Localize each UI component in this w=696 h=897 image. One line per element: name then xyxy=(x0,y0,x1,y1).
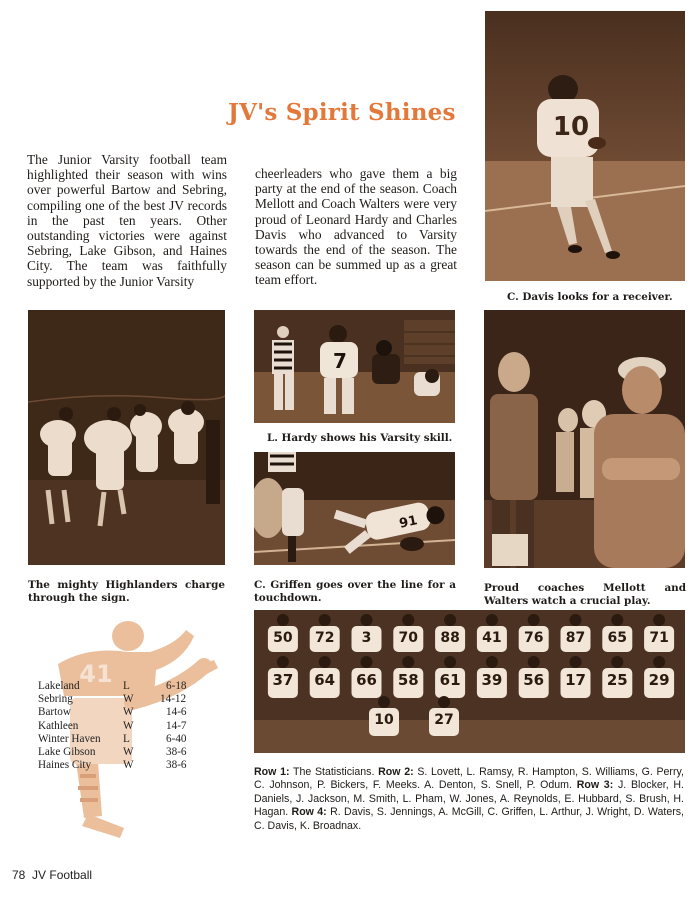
photo-team xyxy=(254,610,685,753)
score-row xyxy=(38,746,198,759)
player-head xyxy=(319,656,331,668)
player-jersey-number: 56 xyxy=(523,671,545,689)
roster-row1-label: Row 1: xyxy=(254,766,290,778)
score-value: 38-6 xyxy=(166,745,187,758)
player-head xyxy=(570,656,582,668)
player-head xyxy=(653,614,665,626)
caption-hardy: L. Hardy shows his Varsity skill. xyxy=(267,432,453,444)
photo-coaches xyxy=(484,310,685,568)
player-head xyxy=(486,614,498,626)
player-jersey-number: 66 xyxy=(356,671,377,689)
player-jersey-number: 65 xyxy=(607,630,628,646)
body-column-1: The Junior Varsity football team highlighted their season with wins over powerful Bartow and Sebring, compiling one of the best JV records in the past ten years. Other outstanding victories were against Sebring, Lake Gibson, and Haines City. The team was faithfully supported by the Junior Varsity xyxy=(27,152,227,289)
roster-row3-label: Row 3: xyxy=(576,779,614,792)
player-head xyxy=(319,614,331,626)
score-team: Haines City xyxy=(38,759,92,772)
player-jersey-number: 25 xyxy=(606,671,628,689)
player-jersey-number: 76 xyxy=(523,630,544,646)
body-column-2: cheerleaders who gave them a big party at the end of the season. Coach Mellott and Coach Walters were very proud of Leonard Hardy and Charles Davis who advanced to Varsity towards the end of the season. The season can be summed up as a great team effort. xyxy=(255,166,457,288)
player-head xyxy=(528,614,540,626)
score-row xyxy=(38,693,198,706)
player-head xyxy=(361,614,373,626)
roster-caption xyxy=(254,766,684,833)
score-result: W xyxy=(123,745,134,758)
roster-row2-label: Row 2: xyxy=(378,766,414,778)
player-head xyxy=(402,656,414,668)
player-head xyxy=(444,614,456,626)
player-head xyxy=(444,656,456,668)
score-team: Bartow xyxy=(38,706,71,719)
griffen-jersey-number: 91 xyxy=(398,513,419,532)
hardy-jersey-number: 7 xyxy=(333,349,347,373)
score-row xyxy=(38,680,198,693)
photo-highlanders-charge xyxy=(28,310,225,565)
roster-row2: S. Lovett, L. Ramsy, R. Hampton, S. Williams, G. Perry, C. Johnson, P. Bickers, F. Meeks. A. Denton, S. Snell, P. Odum. xyxy=(254,766,684,792)
player-jersey-number: 70 xyxy=(398,630,419,646)
photo-hardy-varsity xyxy=(254,310,455,423)
player-head xyxy=(438,696,450,708)
player-jersey-number: 72 xyxy=(314,630,335,646)
player-jersey-number: 17 xyxy=(565,671,586,689)
player-jersey-number: 10 xyxy=(374,712,394,728)
player-jersey-number: 37 xyxy=(272,671,294,689)
score-result: L xyxy=(123,680,130,692)
score-row xyxy=(38,759,198,772)
caption-davis-receiver: C. Davis looks for a receiver. xyxy=(507,291,673,303)
score-team: Lakeland xyxy=(38,680,80,692)
page-folio xyxy=(12,868,92,882)
score-row xyxy=(38,720,198,733)
score-result: W xyxy=(123,719,134,732)
player-jersey-number: 58 xyxy=(397,671,419,689)
caption-highlanders: The mighty Highlanders charge through the sign. xyxy=(28,579,225,604)
roster-row3: J. Blocker, H. Daniels, J. Jackson, M. Smith, L. Pham, W. Jones, A. Reynolds, E. Hubbard, S. Brush, H. Hagan. xyxy=(254,779,684,819)
player-head xyxy=(570,614,582,626)
player-head xyxy=(361,656,373,668)
player-jersey-number: 64 xyxy=(314,671,336,689)
score-team: Winter Haven xyxy=(38,732,101,745)
player-jersey-number: 39 xyxy=(481,671,503,689)
roster-row4-label: Row 4: xyxy=(291,806,327,819)
davis-jersey-number: 10 xyxy=(552,112,590,142)
player-head xyxy=(528,656,540,668)
score-value: 38-6 xyxy=(166,759,187,772)
player-head xyxy=(653,656,665,668)
photo-davis-receiver xyxy=(485,11,685,281)
season-scores-table xyxy=(38,680,198,772)
score-row xyxy=(38,706,198,719)
photo-griffen-touchdown xyxy=(254,452,455,565)
player-head xyxy=(611,614,623,626)
score-result: W xyxy=(123,759,134,772)
player-jersey-number: 41 xyxy=(482,630,502,646)
score-team: Lake Gibson xyxy=(38,745,96,758)
score-result: W xyxy=(123,693,134,706)
score-value: 14-7 xyxy=(166,719,187,732)
player-jersey-number: 3 xyxy=(361,630,372,646)
player-head xyxy=(402,614,414,626)
caption-coaches: Proud coaches Mellott and Walters watch a crucial play. xyxy=(484,582,686,607)
player-head xyxy=(486,656,498,668)
player-jersey-number: 61 xyxy=(439,671,461,689)
player-jersey-number: 71 xyxy=(649,630,669,646)
player-head xyxy=(378,696,390,708)
score-team: Sebring xyxy=(38,693,73,706)
roster-row4: R. Davis, S. Jennings, A. McGill, C. Griffen, L. Arthur, J. Wright, D. Waters, C. Davis, K. Broadnax. xyxy=(254,806,684,832)
score-value: 14-12 xyxy=(160,693,187,706)
player-head xyxy=(277,656,289,668)
score-value: 6-40 xyxy=(166,732,187,745)
section-name: JV Football xyxy=(32,868,93,882)
player-jersey-number: 87 xyxy=(565,630,586,646)
player-head xyxy=(611,656,623,668)
player-jersey-number: 50 xyxy=(273,630,293,646)
player-jersey-number: 88 xyxy=(440,630,460,646)
caption-griffen: C. Griffen goes over the line for a touchdown. xyxy=(254,579,456,604)
player-jersey-number: 27 xyxy=(434,712,454,728)
kicker-jersey-number: 41 xyxy=(79,660,113,688)
score-result: W xyxy=(123,706,134,719)
score-row xyxy=(38,733,198,746)
score-team: Kathleen xyxy=(38,719,79,732)
page-headline: JV's Spirit Shines xyxy=(228,99,456,126)
score-result: L xyxy=(123,732,130,745)
score-value: 6-18 xyxy=(166,680,187,692)
page-number: 78 xyxy=(12,868,26,882)
player-jersey-number: 29 xyxy=(648,671,670,689)
score-value: 14-6 xyxy=(166,706,187,719)
team-photo-canvas xyxy=(254,610,685,753)
player-head xyxy=(277,614,289,626)
roster-row1: The Statisticians. xyxy=(293,766,375,778)
